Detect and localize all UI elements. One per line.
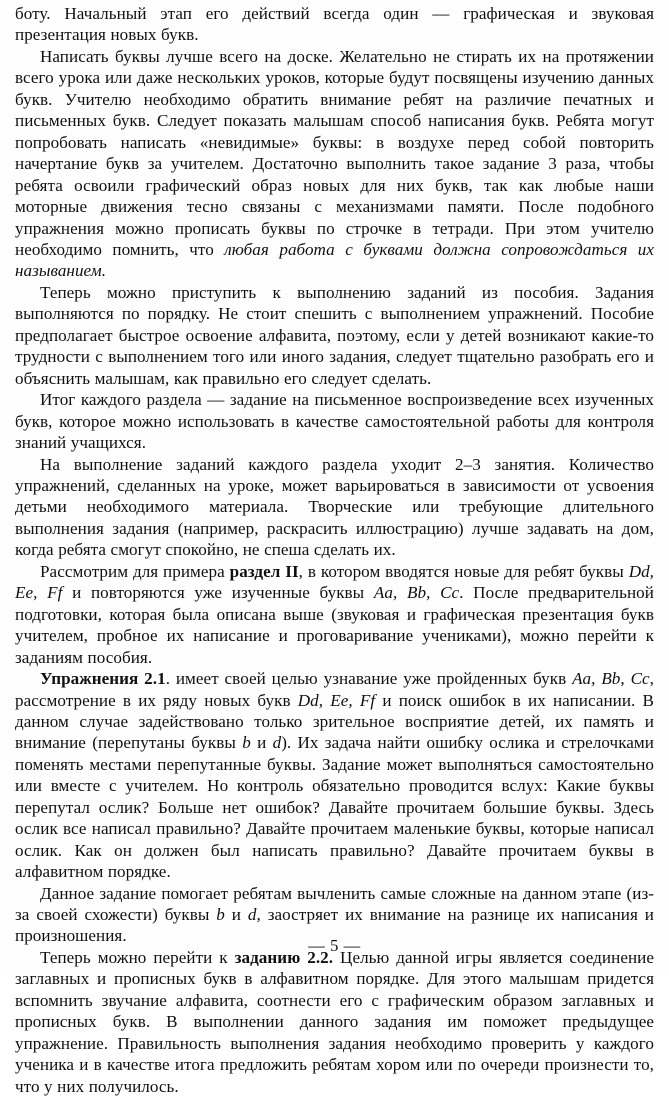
- text-run: Итог каждого раздела — задание на письменное воспроизведение всех изученных букв, которое можно использовать в качестве самостоятельной работы для контроля знаний учащихся.: [15, 390, 654, 453]
- emphasis-italic: d: [247, 905, 257, 925]
- text-run: Рассмотрим для примера: [40, 561, 230, 581]
- emphasis-italic: любая работа с буквами должна сопровождаться их называнием.: [15, 239, 654, 281]
- emphasis-italic: d: [272, 733, 282, 753]
- text-run: Теперь можно перейти к: [40, 947, 235, 967]
- emphasis-italic: b: [242, 733, 251, 753]
- paragraph: [15, 46, 654, 282]
- paragraph: [15, 947, 654, 1097]
- paragraph: [15, 282, 654, 389]
- text-run: . имеет своей целью узнавание уже пройденных букв: [165, 669, 573, 689]
- text-run: Теперь можно приступить к выполнению заданий из пособия. Задания выполняются по порядку. Не стоит спешить с выполнением упражнений. Пособие предполагает быстрое освоение алфавита, поэтому, если у детей возникают какие-то трудности с выполнением того или иного задания, следует тщательно разобрать его и объяснить малышам, как правильно его следует сделать.: [15, 282, 654, 388]
- text-run: и поиск ошибок в их написании. В данном случае задействовано только зрительное восприятие детей, их память и внимание (перепутаны буквы: [15, 690, 655, 753]
- text-run: Целью данной игры является соединение заглавных и прописных букв в алфавитном порядке. Для этого малышам придется вспомнить звучание алфавита, соотнести его с графическим образом заглавных и прописных букв. В выполнении данного задания им поможет предыдущее упражнение. Правильность выполнения задания необходимо проверить у каждого ученика и в качестве итога предложить ребятам хором или по очереди произнести то, что у них получилось.: [15, 947, 654, 1096]
- text-run: ). Их задача найти ошибку ослика и стрелочками поменять местами перепутанные буквы. Задание может выполняться самостоятельно или вместе с учителем. Но контроль обязательно проводится вслух: Какие буквы перепутал ослик? Больше нет ошибок? Давайте прочитаем большие буквы. Здесь ослик все написал правильно? Давайте прочитаем маленькие буквы, которые написал ослик. Как он должен был написать правильно? Давайте прочитаем буквы в алфавитном порядке.: [15, 733, 654, 882]
- text-run: , заостряет их внимание на разнице их написания и произношения.: [15, 905, 654, 946]
- paragraph: [15, 668, 654, 883]
- page-number: — 5 —: [308, 936, 361, 955]
- emphasis-bold: раздел II: [229, 561, 299, 581]
- emphasis-italic: Dd, Ee, Ff: [297, 690, 376, 710]
- text-run: Написать буквы лучше всего на доске. Желательно не стирать их на протяжении всего урока или даже нескольких уроков, которые будут посвящены изучению данных букв. Учителю необходимо обратить внимание ребят на различие печатных и письменных букв. Следует показать малышам способ написания букв. Ребята могут попробовать написать «невидимые» буквы: в воздухе перед собой повторить начертание букв за учителем. Достаточно выполнить такое задание 3 раза, чтобы ребята освоили графический образ новых для них букв, так как любые наши моторные движения тесно связаны с механизмами памяти. После подобного упражнения можно прописать буквы по строчке в тетради. При этом учителю необходимо помнить, что: [15, 46, 654, 259]
- emphasis-italic: Aa, Bb, Cc: [373, 583, 460, 603]
- text-run: , в котором вводятся новые для ребят буквы: [298, 561, 629, 581]
- text-run: и повторяются уже изученные буквы: [62, 583, 374, 603]
- emphasis-bold: заданию 2.2.: [234, 947, 334, 967]
- text-run: На выполнение заданий каждого раздела уходит 2–3 занятия. Количество упражнений, сделанных на уроке, может варьироваться в зависимости от усвоения детьми необходимого материала. Творческие или требующие длительного выполнения задания (например, раскрасить иллюстрацию) лучше задавать на дом, когда ребята смогут спокойно, не спеша сделать их.: [15, 454, 654, 560]
- emphasis-italic: b: [216, 905, 225, 925]
- emphasis-bold: Упражнения 2.1: [40, 669, 166, 689]
- text-run: . После предварительной подготовки, которая была описана выше (звуковая и графическая презентация букв учителем, пробное их написание и проговаривание учениками), можно перейти к заданиям пособия.: [15, 583, 654, 667]
- text-run: Данное задание помогает ребятам вычленить самые сложные на данном этапе (из-за своей схожести) буквы: [15, 883, 654, 925]
- emphasis-italic: Dd, Ee, Ff: [15, 561, 655, 603]
- text-run: боту. Начальный этап его действий всегда один — графическая и звуковая презентация новых букв.: [15, 4, 654, 45]
- page-body-text: [15, 0, 654, 1097]
- paragraph: [15, 454, 654, 561]
- paragraph: [15, 389, 654, 453]
- text-run: и: [224, 905, 248, 925]
- paragraph: [15, 561, 654, 668]
- text-run: , рассмотрение в их ряду новых букв: [15, 669, 654, 710]
- text-run: и: [250, 733, 273, 753]
- emphasis-italic: Aa, Bb, Cc: [572, 669, 650, 689]
- paragraph: [15, 3, 654, 46]
